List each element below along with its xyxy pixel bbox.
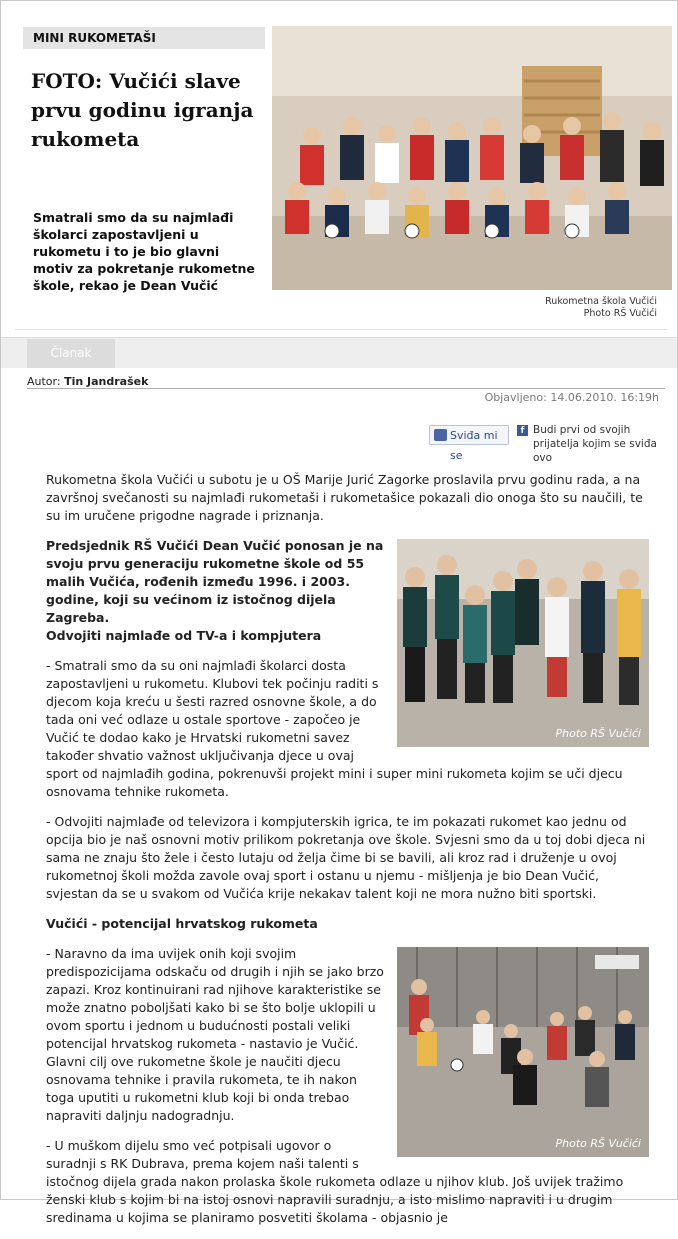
- paragraph-5: - Naravno da ima uvijek onih koji svojim predispozicijama odskaču od drugih i njih se jako brzo zapazi. Kroz kontinuirani rad njihove karakteristike se može znatno poboljšati kako bi se što bolje uklopili u ovom sportu i jednom u budućnosti postali veliki potencijal hrvatskog rukometa - nastavio je Vučić. Glavni cilj ove rukometne škole je naučiti djecu osnovama tehnike i pravila rukometa, te ih nakon toga uputiti u rukometni klub koji bi onda trebao napraviti daljnju nadogradnju.: [46, 946, 384, 1123]
- caption-line-1: Rukometna škola Vučići: [545, 296, 657, 307]
- thumbs-up-icon: [434, 429, 447, 441]
- author-name[interactable]: Tin Jandrašek: [64, 375, 149, 388]
- paragraph-3: - Smatrali smo da su oni najmlađi školarci dosta zapostavljeni u rukometu. Klubovi tek počinju raditi s djecom koja kreću u šesti razred osnovne škole, a do tada oni već odlaze u ostale sportove - započeo je Vučić te dodao kako je Hrvatski rukometni savez također shvatio važnost uključivanja djece u ovaj sport od najmlađih godina, pokrenuvši projekt mini i super mini rukometa kojim se uči djecu osnovama tehnike rukometa.: [46, 658, 623, 799]
- section-label: MINI RUKOMETAŠI: [23, 27, 265, 49]
- subheading-1: Odvojiti najmlađe od TV-a i kompjutera: [46, 628, 322, 643]
- caption-line-2: Photo RŠ Vučići: [583, 308, 657, 319]
- tab-article[interactable]: Članak: [27, 339, 115, 368]
- article-lead: Smatrali smo da su najmlađi školarci zapostavljeni u rukometu i to je bio glavni motiv za pokretanje rukometne škole, rekao je Dean Vučić: [33, 210, 255, 293]
- article-headline: FOTO: Vučići slave prvu godinu igranja rukometa: [31, 69, 254, 151]
- author-label: Autor:: [27, 375, 61, 388]
- author-divider: [27, 388, 665, 389]
- inline-photo-2: [397, 947, 649, 1157]
- hero-photo: [272, 26, 672, 290]
- published-date: Objavljeno: 14.06.2010. 16:19h: [484, 391, 659, 404]
- subheading-2: Vučići - potencijal hrvatskog rukometa: [46, 916, 318, 931]
- author-line: [27, 375, 148, 388]
- article-header: [15, 23, 667, 330]
- hero-photo-caption: [445, 296, 657, 320]
- paragraph-1: Rukometna škola Vučići u subotu je u OŠ Marije Jurić Zagorke proslavila prvu godinu rada, a na završnoj svečanosti su najmlađi rukometaši i rukometašice pokazali dio onoga što su naučili, te su im uručene prigodne nagrade i priznanja.: [46, 472, 643, 523]
- like-label: Sviđa mi se: [450, 429, 498, 462]
- inline-photo-2-caption: Photo RŠ Vučići: [555, 1137, 641, 1150]
- facebook-friends-text: Budi prvi od svojih prijatelja kojim se sviđa ovo: [533, 424, 657, 464]
- like-button[interactable]: [429, 425, 509, 462]
- inline-photo-1-caption: Photo RŠ Vučići: [555, 727, 641, 740]
- paragraph-2: Predsjednik RŠ Vučići Dean Vučić ponosan je na svoju prvu generaciju rukometne škole od 55 malih Vučića, rođenih između 1996. i 2003. godine, koji su većinom iz istočnog dijela Zagreba.: [46, 538, 384, 625]
- article-body: [46, 471, 646, 1239]
- tab-bar: [1, 337, 677, 368]
- paragraph-4: - Odvojiti najmlađe od televizora i kompjuterskih igrica, te im pokazati rukomet kao jednu od opcija bio je naš osnovni motiv prilikom pokretanja ove škole. Svjesni smo da u toj dobi djeca ni sama ne znaju što žele i često lutaju od želja čime bi se bavili, ali kroz rad i druženje u ovoj rukometnoj školi možda zavole ovaj sport i ostanu u njemu - mišljenja je bio Dean Vučić, svjestan da se u svakom od Vučića krije nekakav talent koji ne mora nužno biti sportski.: [46, 814, 646, 901]
- paragraph-6: - U muškom dijelu smo već potpisali ugovor o suradnji s RK Dubrava, prema kojem naši talenti s istočnog dijela grada nakon prolaska škole rukometa odlaze u njihov klub. Još uvijek tražimo ženski klub s kojim bi na istoj osnovi napravili suradnju, a isto mislimo napraviti i u drugim sredinama u kojima se planiramo posvetiti školama - objasnio je: [46, 1138, 624, 1225]
- facebook-icon: f: [517, 425, 528, 436]
- inline-photo-1: [397, 539, 649, 747]
